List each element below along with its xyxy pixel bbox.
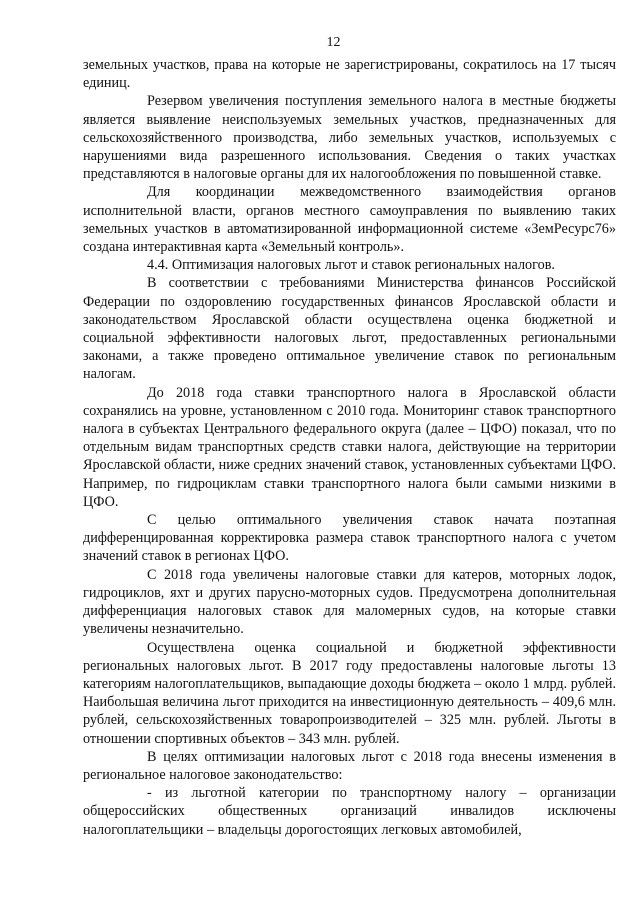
page-number: 12 [326,35,341,50]
section-heading-4-4: 4.4. Оптимизация налоговых льгот и ставок региональных налогов. [147,257,555,274]
list-item-transport-tax-exclusion: - из льготной категории по транспортному налогу – организации общероссийских общественных организаций инвалидов исключены налогоплательщики – владельцы дорогостоящих легковых автомобилей, [83,785,616,838]
paragraph-legislation-changes: В целях оптимизации налоговых льгот с 2018 года внесены изменения в региональное налоговое законодательство: [83,748,616,783]
paragraph-ministry-requirements: В соответствии с требованиями Министерства финансов Российской Федерации по оздоровлению государственных финансов Ярославской области и законодательством Ярославской области осуществлена оценка бюджетной и социальной эффективности налоговых льгот, предоставленных региональными законами, а также проведено оптимальное увеличение ставок по региональным налогам. [83,275,616,383]
paragraph-boat-rates: С 2018 года увеличены налоговые ставки для катеров, моторных лодок, гидроциклов, яхт и других парусно-моторных судов. Предусмотрена дополнительная дифференциация налоговых ставок для маломерных судов, на которые ставки увеличены незначительно. [83,566,616,638]
paragraph-interactive-map: Для координации межведомственного взаимодействия органов исполнительной власти, органов местного самоуправления по выявлению таких земельных участков в автоматизированной информационной системе «ЗемРесурс76» создана интерактивная карта «Земельный контроль». [83,184,616,256]
paragraph-rate-adjustment: С целью оптимального увеличения ставок начата поэтапная дифференцированная корректировка размера ставок транспортного налога с учетом значений ставок в регионах ЦФО. [83,512,616,565]
paragraph-land-tax-reserve: Резервом увеличения поступления земельного налога в местные бюджеты является выявление неиспользуемых земельных участков, предназначенных для сельскохозяйственного производства, либо земельных участков, используемых с нарушениями вида разрешенного использования. Сведения о таких участках представляются в налоговые органы для их налогообложения по повышенной ставке. [83,93,616,183]
paragraph-land-plots-count: земельных участков, права на которые не зарегистрированы, сократилось на 17 тысяч единиц. [83,57,616,92]
paragraph-transport-tax-rates: До 2018 года ставки транспортного налога в Ярославской области сохранялись на уровне, установленном с 2010 года. Мониторинг ставок транспортного налога в субъектах Центрального федерального округа (далее – ЦФО) показал, что по отдельным видам транспортных средств ставки налога, действующие на территории Ярославской области, ниже средних значений ставок, установленных субъектами ЦФО. Например, по гидроциклам ставки транспортного налога были самыми низкими в ЦФО. [83,384,616,510]
paragraph-tax-benefits-evaluation: Осуществлена оценка социальной и бюджетной эффективности региональных налоговых льгот. В 2017 году предоставлены налоговые льготы 13 категориям налогоплательщиков, выпадающие доходы бюджета – около 1 млрд. рублей. Наибольшая величина льгот приходится на инвестиционную деятельность – 409,6 млн. рублей, сельскохозяйственных товаропроизводителей – 325 млн. рублей. Льготы в отношении спортивных объектов – 343 млн. рублей. [83,639,616,747]
